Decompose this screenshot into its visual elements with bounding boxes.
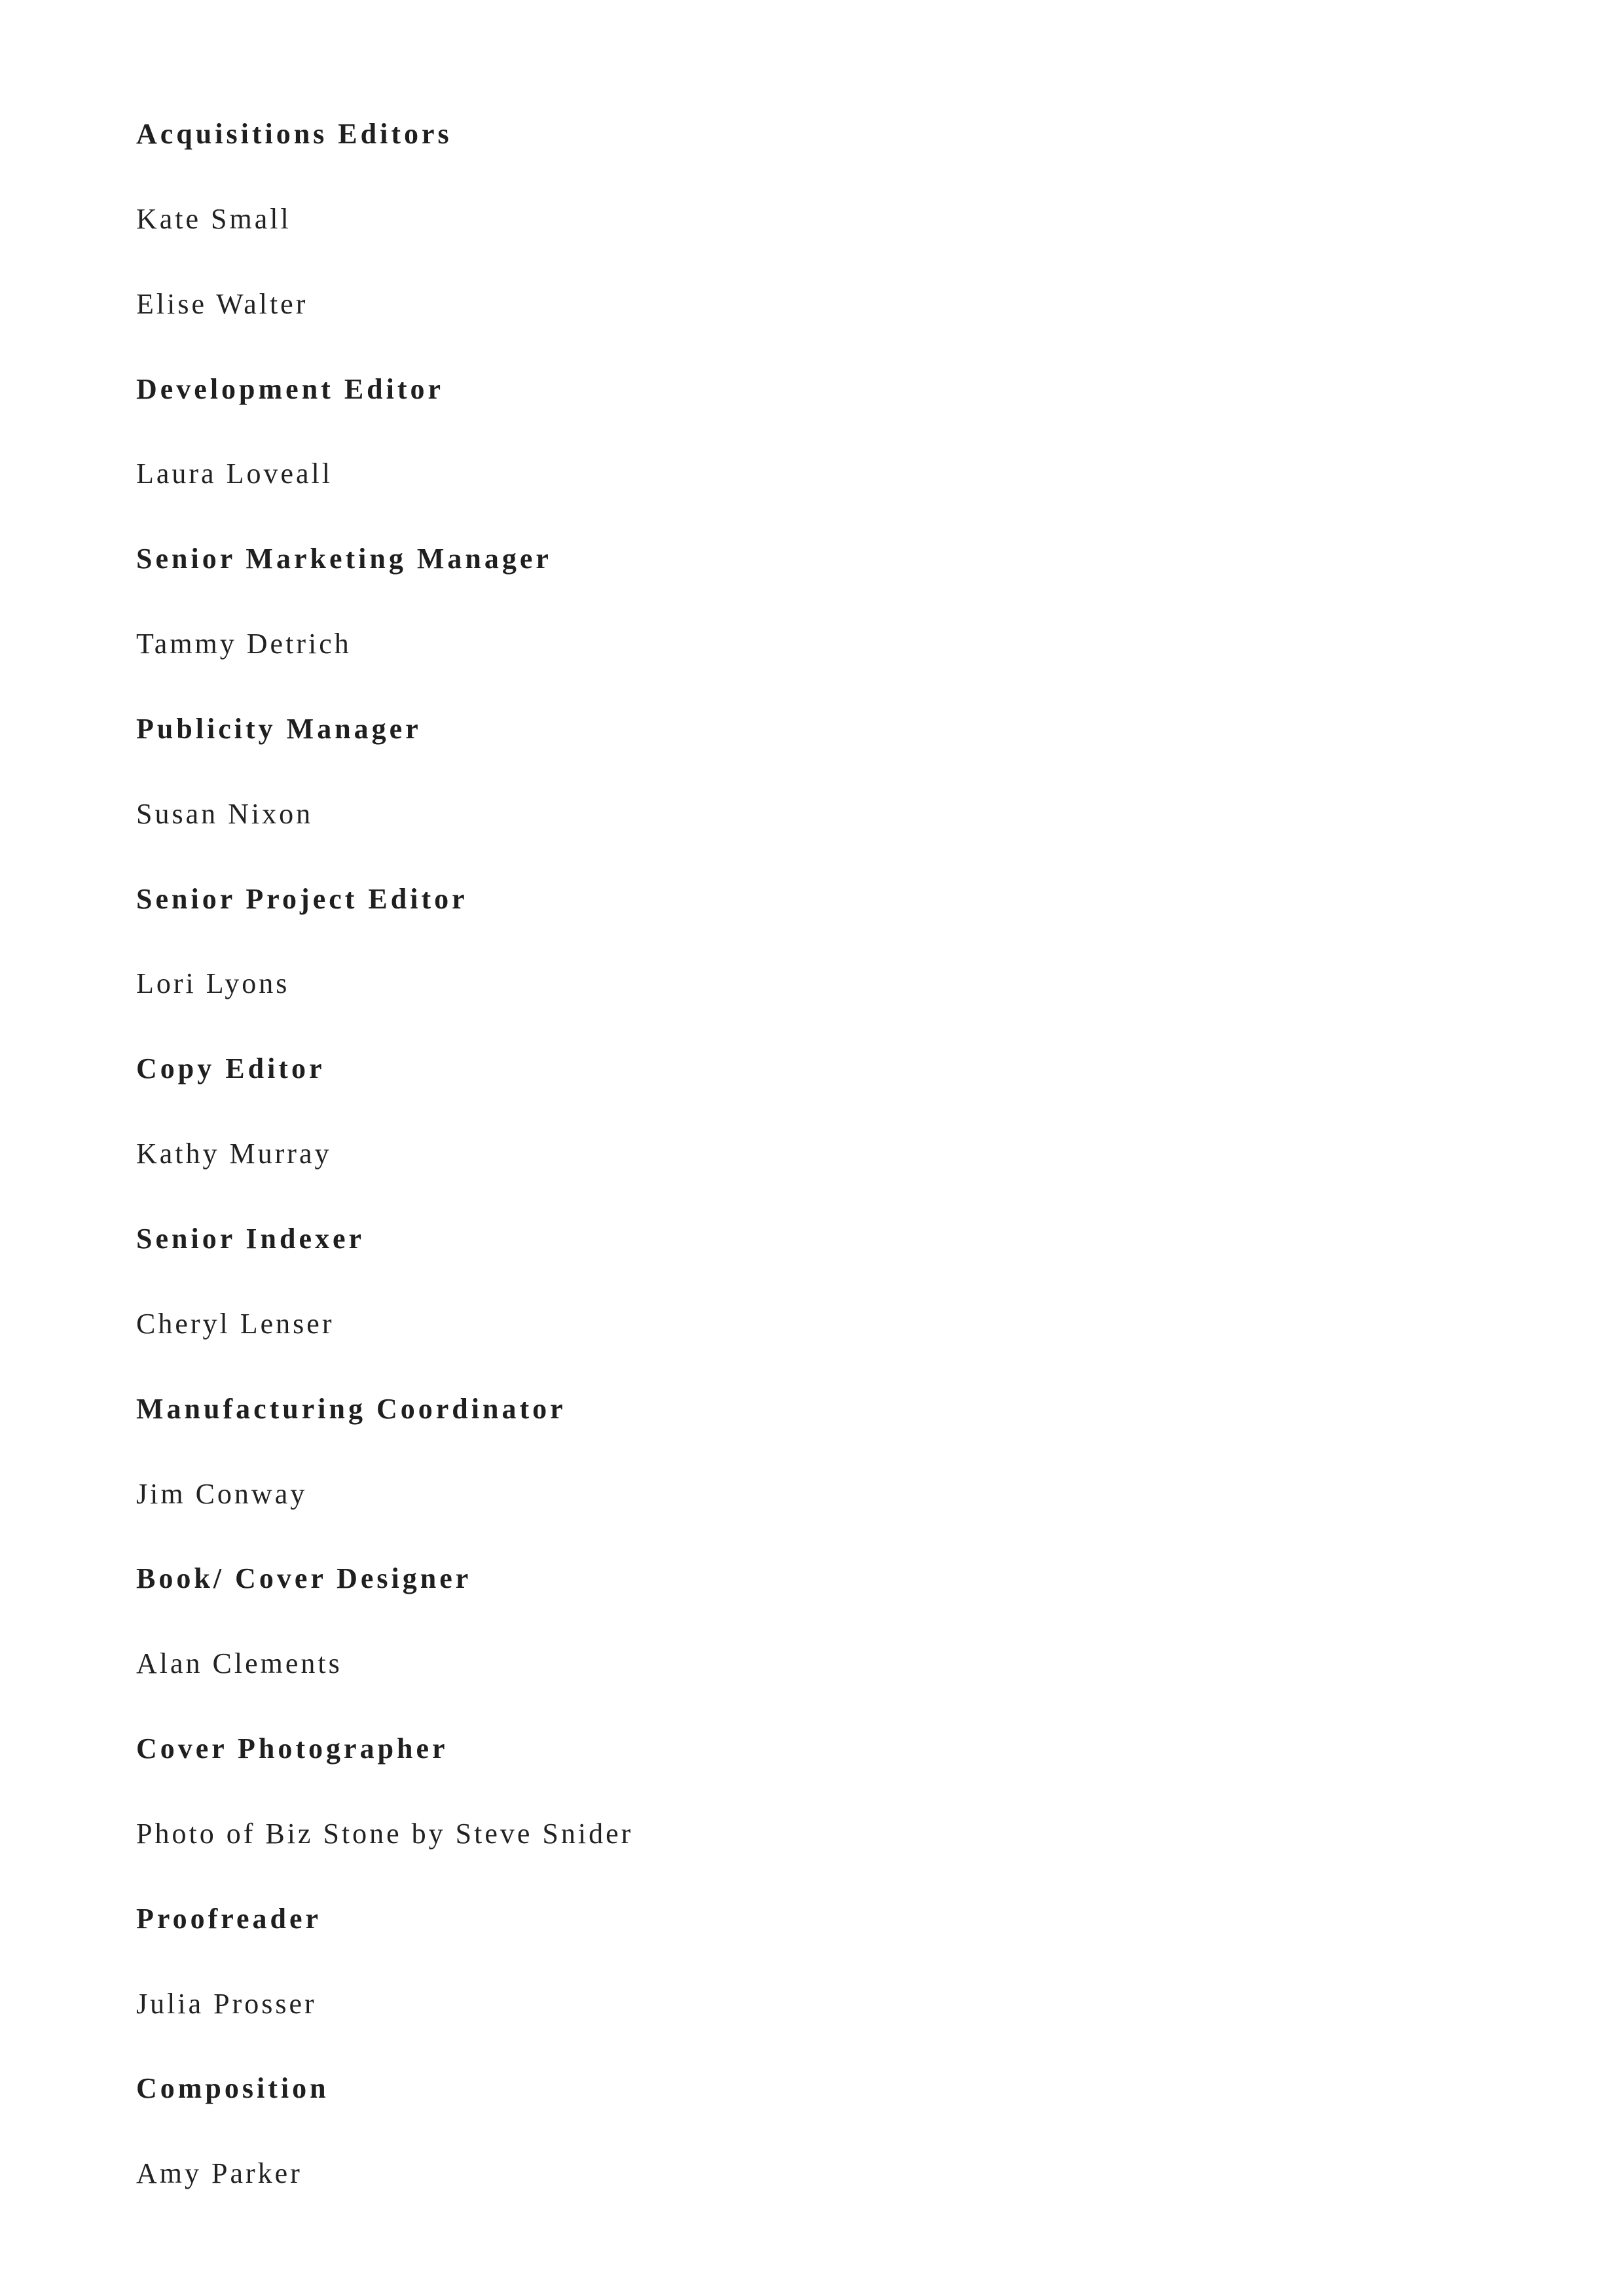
credit-name: Lori Lyons bbox=[136, 967, 290, 1000]
credit-name: Tammy Detrich bbox=[136, 628, 352, 660]
credit-entry-proofreader bbox=[136, 1897, 633, 2068]
credit-role: Senior Indexer bbox=[136, 1222, 365, 1255]
credits-list bbox=[136, 113, 633, 2237]
credit-name: Julia Prosser bbox=[136, 1987, 317, 2020]
credit-role: Copy Editor bbox=[136, 1052, 325, 1085]
credit-name: Amy Parker bbox=[136, 2157, 302, 2190]
credit-entry-senior-indexer bbox=[136, 1217, 633, 1388]
credit-role: Development Editor bbox=[136, 372, 445, 405]
credit-role: Proofreader bbox=[136, 1902, 322, 1935]
credit-name: Susan Nixon bbox=[136, 797, 314, 830]
credit-name: Kate Small bbox=[136, 202, 291, 235]
credit-entry-acquisitions-editors bbox=[136, 113, 633, 368]
credit-name: Elise Walter bbox=[136, 287, 308, 320]
credit-name: Alan Clements bbox=[136, 1647, 342, 1680]
credit-entry-publicity-manager bbox=[136, 708, 633, 878]
credit-role: Composition bbox=[136, 2072, 329, 2105]
credit-role: Book/ Cover Designer bbox=[136, 1562, 472, 1595]
credit-name: Kathy Murray bbox=[136, 1138, 332, 1170]
credit-entry-cover-photographer bbox=[136, 1727, 633, 1897]
credit-entry-composition bbox=[136, 2067, 633, 2237]
credit-role: Cover Photographer bbox=[136, 1732, 448, 1765]
credit-entry-manufacturing-coordinator bbox=[136, 1388, 633, 1558]
credit-entry-development-editor bbox=[136, 368, 633, 538]
credit-role: Acquisitions Editors bbox=[136, 118, 452, 150]
credit-role: Publicity Manager bbox=[136, 712, 422, 745]
credit-entry-senior-project-editor bbox=[136, 878, 633, 1048]
credit-name: Laura Loveall bbox=[136, 457, 333, 490]
credit-name: Jim Conway bbox=[136, 1477, 308, 1510]
credit-role: Manufacturing Coordinator bbox=[136, 1392, 566, 1425]
credit-entry-senior-marketing-manager bbox=[136, 537, 633, 708]
credit-role: Senior Project Editor bbox=[136, 882, 468, 915]
credit-name: Photo of Biz Stone by Steve Snider bbox=[136, 1817, 634, 1850]
credit-name: Cheryl Lenser bbox=[136, 1307, 335, 1340]
credit-entry-copy-editor bbox=[136, 1047, 633, 1217]
credit-entry-book-cover-designer bbox=[136, 1557, 633, 1727]
credit-role: Senior Marketing Manager bbox=[136, 543, 552, 575]
